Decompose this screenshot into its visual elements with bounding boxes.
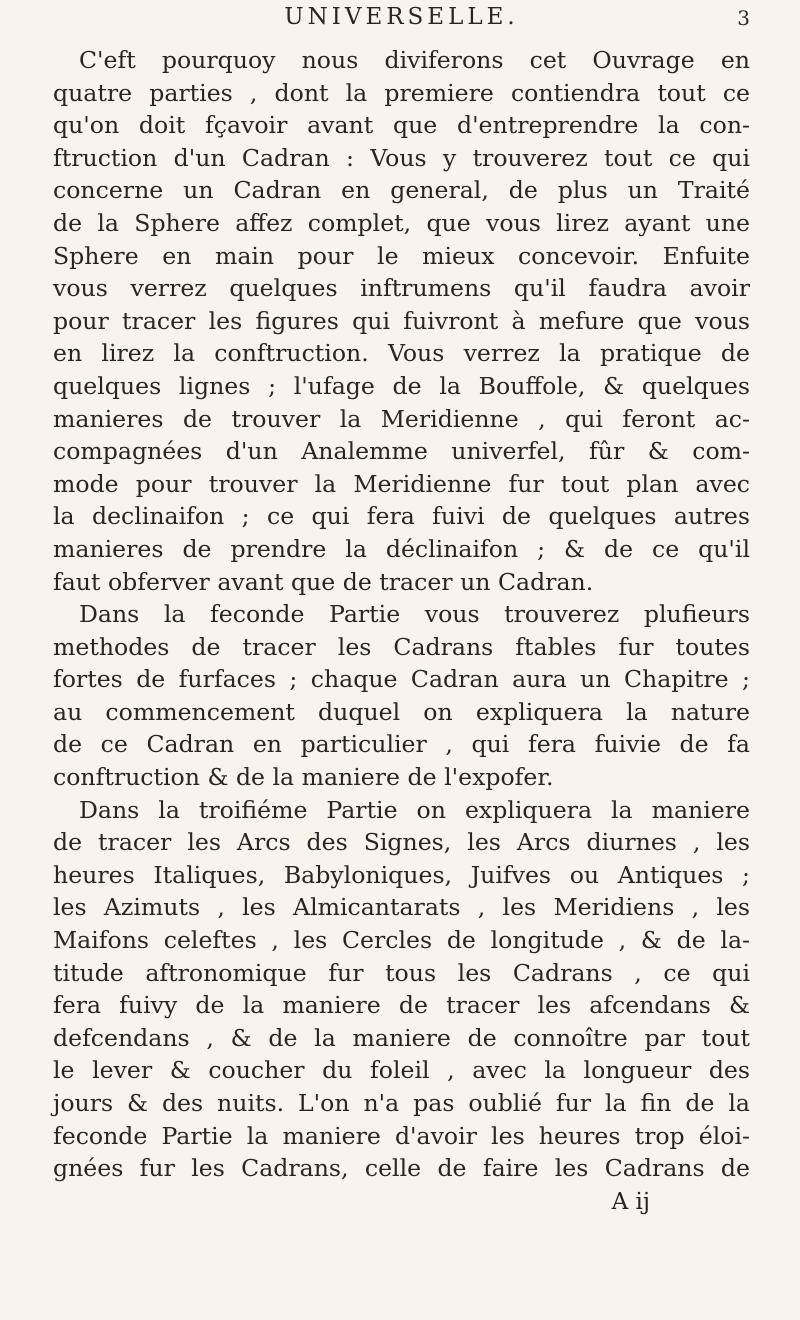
text-line: manieres de trouver la Meridienne , qui feront ac- [53, 404, 750, 433]
paragraph [53, 598, 750, 794]
text-line: Dans la troifiéme Partie on expliquera la maniere [79, 795, 750, 824]
text-line: qu'on doit fçavoir avant que d'entreprendre la con- [53, 111, 750, 140]
text-line: de la Sphere affez complet, que vous lirez ayant une [53, 208, 750, 237]
signature-mark: A ij [611, 1188, 650, 1215]
text-line: les Azimuts , les Almicantarats , les Meridiens , les [53, 893, 750, 922]
text-line: Dans la feconde Partie vous trouverez plufieurs [79, 600, 750, 629]
text-line: la declinaifon ; ce qui fera fuivi de quelques autres [53, 502, 750, 531]
text-line: Sphere en main pour le mieux concevoir. Enfuite [53, 241, 750, 270]
text-line: de ce Cadran en particulier , qui fera fuivie de fa [53, 730, 750, 759]
text-line: defcendans , & de la maniere de connoître par tout [53, 1023, 750, 1052]
paragraph [53, 794, 750, 1185]
text-line: conftruction & de la maniere de l'expofer. [53, 763, 554, 792]
text-line: manieres de prendre la déclinaifon ; & de ce qu'il [53, 534, 750, 563]
text-line: gnées fur les Cadrans, celle de faire les Cadrans de [53, 1154, 750, 1183]
text-line: compagnées d'un Analemme univerfel, fûr & com- [53, 437, 750, 466]
text-line: le lever & coucher du foleil , avec la longueur des [53, 1056, 750, 1085]
running-head [53, 0, 750, 44]
body-text [53, 44, 750, 1185]
text-line: ftruction d'un Cadran : Vous y trouverez tout ce qui [53, 143, 750, 172]
text-line: vous verrez quelques inftrumens qu'il faudra avoir [53, 274, 750, 303]
text-line: jours & des nuits. L'on n'a pas oublié fur la fin de la [53, 1089, 750, 1117]
text-line: C'eft pourquoy nous diviferons cet Ouvrage en [79, 46, 750, 74]
text-line: en lirez la conftruction. Vous verrez la pratique de [53, 339, 750, 368]
text-line: au commencement duquel on expliquera la nature [53, 697, 750, 726]
text-line: fera fuivy de la maniere de tracer les afcendans & [53, 991, 750, 1020]
text-line: faut obferver avant que de tracer un Cadran. [53, 567, 594, 596]
text-line: de tracer les Arcs des Signes, les Arcs diurnes , les [53, 828, 750, 857]
text-line: fortes de furfaces ; chaque Cadran aura un Chapitre ; [53, 665, 750, 694]
text-line: concerne un Cadran en general, de plus un Traité [53, 176, 750, 205]
paragraph [53, 44, 750, 598]
page-number: 3 [737, 6, 750, 30]
text-line: feconde Partie la maniere d'avoir les heures trop éloi- [53, 1121, 750, 1150]
text-line: methodes de tracer les Cadrans ftables fur toutes [53, 632, 750, 661]
text-line: pour tracer les figures qui fuivront à mefure que vous [53, 306, 750, 335]
text-line: heures Italiques, Babyloniques, Juifves ou Antiques ; [53, 860, 750, 889]
text-line: quelques lignes ; l'ufage de la Bouffole, & quelques [53, 371, 750, 400]
text-line: quatre parties , dont la premiere contiendra tout ce [53, 78, 750, 107]
text-line: mode pour trouver la Meridienne fur tout plan avec [53, 469, 750, 498]
text-line: titude aftronomique fur tous les Cadrans , ce qui [53, 958, 750, 987]
text-line: Maifons celeftes , les Cercles de longitude , & de la- [53, 926, 750, 955]
running-title: UNIVERSELLE. [284, 4, 519, 30]
